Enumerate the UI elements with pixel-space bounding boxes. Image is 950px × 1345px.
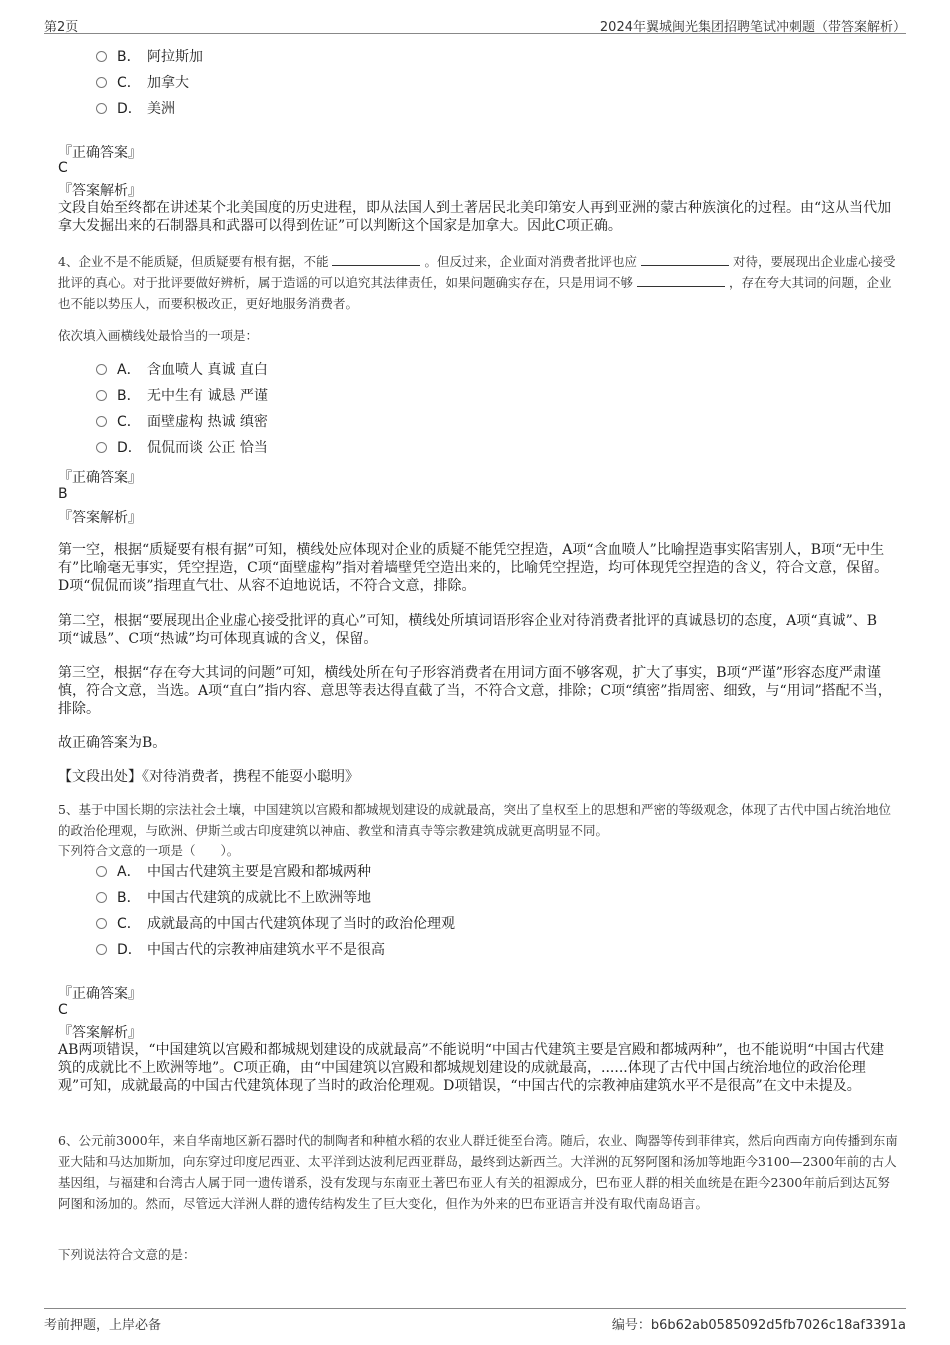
footer-slogan: 考前押题，上岸必备 — [44, 1318, 162, 1333]
q3-analysis: 文段自始至终都在讲述某个北美国度的历史进程，即从法国人到土著居民北美印第安人再到亚洲的蒙古种族演化的过程。由“这从当代加拿大发掘出来的石制器具和武器可以得到佐证”可以判断这个国家是加拿大。因此C项正确。 — [58, 200, 892, 234]
q6-stem: 6、公元前3000年，来自华南地区新石器时代的制陶者和种植水稻的农业人群迁徙至台湾。随后，农业、陶器等传到菲律宾，然后向西南方向传播到东南亚大陆和马达加斯加，向东穿过印度尼西亚、太平洋到达波利尼西亚群岛，最终到达新西兰。大洋洲的瓦努阿图和汤加等地距今3100—2300年前的古人基因组，与福建和台湾古人属于同一遗传谱系，没有发现与东南亚土著巴布亚人有关的祖源成分，巴布亚人群的相关血统是在距今2300年前后到达瓦努阿图和汤加的。然而，尽管远大洋洲人群的遗传结构发生了巨大变化，但作为外来的巴布亚语言并没有取代南岛语言。 — [58, 1133, 898, 1211]
blank-3 — [637, 274, 725, 287]
page-number: 第2页 — [44, 20, 79, 35]
q5-option-b[interactable]: B． 中国古代建筑的成就比不上欧洲等地 — [96, 888, 371, 908]
q4-analysis-p3: 第三空，根据“存在夸大其词的问题”可知，横线处所在句子形容消费者在用词方面不够客观，扩大了事实，B项“严谨”形容态度严肃谨慎，符合文意，当选。A项“直白”指内容、意思等表达得直截了当，不符合文意，排除；C项“缜密”指周密、细致，与“用词”搭配不当，排除。 — [58, 665, 892, 717]
q4-analysis-p2: 第二空，根据“要展现出企业虚心接受批评的真心”可知，横线处所填词语形容企业对待消费者批评的真诚恳切的态度，A项“真诚”、B项“诚恳”、C项“热诚”均可体现真诚的含义，保留。 — [58, 613, 878, 647]
q5-answer-label: 『正确答案』 — [58, 986, 142, 1002]
header-divider — [44, 33, 906, 34]
q4-analysis-p1: 第一空，根据“质疑要有根有据”可知，横线处应体现对企业的质疑不能凭空捏造，A项“含血喷人”比喻捏造事实陷害别人，B项“无中生有”比喻毫无事实，凭空捏造，C项“面壁虚构”指对着墙壁凭空造出来的，比喻凭空捏造，均可体现凭空捏造的含义，符合文意，保留。D项“侃侃而谈”指理直气壮、从容不迫地说话，不符合文意，排除。 — [58, 542, 889, 594]
radio-icon[interactable] — [96, 390, 107, 401]
q5-option-a[interactable]: A． 中国古代建筑主要是宫殿和都城两种 — [96, 862, 371, 882]
q4-answer: B — [58, 486, 68, 502]
radio-icon[interactable] — [96, 892, 107, 903]
q5-option-c[interactable]: C． 成就最高的中国古代建筑体现了当时的政治伦理观 — [96, 914, 455, 934]
q4-option-b[interactable]: B． 无中生有 诚恳 严谨 — [96, 386, 268, 406]
q4-option-d[interactable]: D． 侃侃而谈 公正 恰当 — [96, 438, 268, 458]
q4-analysis-p4: 故正确答案为B。 — [58, 735, 167, 751]
q6-prompt: 下列说法符合文意的是： — [58, 1247, 196, 1262]
q5-option-d[interactable]: D． 中国古代的宗教神庙建筑水平不是很高 — [96, 940, 385, 960]
q5-prompt: 下列符合文意的一项是（ ）。 — [58, 843, 240, 858]
document-id: 编号：b6b62ab0585092d5fb7026c18af3391a — [611, 1318, 906, 1333]
q5-stem: 5、基于中国长期的宗法社会土壤，中国建筑以宫殿和都城规划建设的成就最高，突出了皇权至上的思想和严密的等级观念，体现了古代中国占统治地位的政治伦理观，与欧洲、伊斯兰或古印度建筑以神庙、教堂和清真寺等宗教建筑成就更高明显不同。 — [58, 802, 891, 838]
radio-icon[interactable] — [96, 77, 107, 88]
radio-icon[interactable] — [96, 51, 107, 62]
radio-icon[interactable] — [96, 364, 107, 375]
q4-source: 【文段出处】《对待消费者，携程不能耍小聪明》 — [58, 769, 359, 785]
q4-stem: 4、企业不是不能质疑，但质疑要有根有据，不能 。但反过来，企业面对消费者批评也应 对待，要展现出企业虚心接受批评的真心。对于批评要做好辨析，属于造谣的可以追究其法律责任，如果问题确实存在，只是用词不够 ，存在夸大其词的问题，企业也不能以势压人，而要积极改正，更好地服务消费者。 — [58, 254, 896, 311]
q5-analysis-label: 『答案解析』 — [58, 1025, 142, 1041]
q4-option-c[interactable]: C． 面壁虚构 热诚 缜密 — [96, 412, 268, 432]
q3-option-d[interactable]: D． 美洲 — [96, 99, 175, 119]
q5-analysis: AB两项错误，“中国建筑以宫殿和都城规划建设的成就最高”不能说明“中国古代建筑主要是宫殿和都城两种”，也不能说明“中国古代建筑的成就比不上欧洲等地”。C项正确，由“中国建筑以宫殿和都城规划建设的成就最高，......体现了古代中国占统治地位的政治伦理观”可知，成就最高的中国古代建筑体现了当时的政治伦理观。D项错误，“中国古代的宗教神庙建筑水平不是很高”在文中未提及。 — [58, 1042, 885, 1094]
radio-icon[interactable] — [96, 866, 107, 877]
q4-option-a[interactable]: A． 含血喷人 真诚 直白 — [96, 360, 268, 380]
blank-2 — [641, 253, 729, 266]
q4-analysis-label: 『答案解析』 — [58, 510, 142, 526]
q4-answer-label: 『正确答案』 — [58, 470, 142, 486]
q3-option-c[interactable]: C． 加拿大 — [96, 73, 189, 93]
q3-answer-label: 『正确答案』 — [58, 145, 142, 161]
document-title: 2024年翼城闽光集团招聘笔试冲刺题（带答案解析） — [599, 20, 906, 35]
q5-answer: C — [58, 1002, 68, 1018]
radio-icon[interactable] — [96, 442, 107, 453]
radio-icon[interactable] — [96, 944, 107, 955]
footer-divider — [44, 1308, 906, 1309]
blank-1 — [332, 253, 420, 266]
q3-option-b[interactable]: B． 阿拉斯加 — [96, 47, 203, 67]
q3-answer: C — [58, 160, 68, 176]
q4-prompt: 依次填入画横线处最恰当的一项是： — [58, 328, 259, 343]
radio-icon[interactable] — [96, 416, 107, 427]
radio-icon[interactable] — [96, 103, 107, 114]
q3-analysis-label: 『答案解析』 — [58, 183, 142, 199]
radio-icon[interactable] — [96, 918, 107, 929]
